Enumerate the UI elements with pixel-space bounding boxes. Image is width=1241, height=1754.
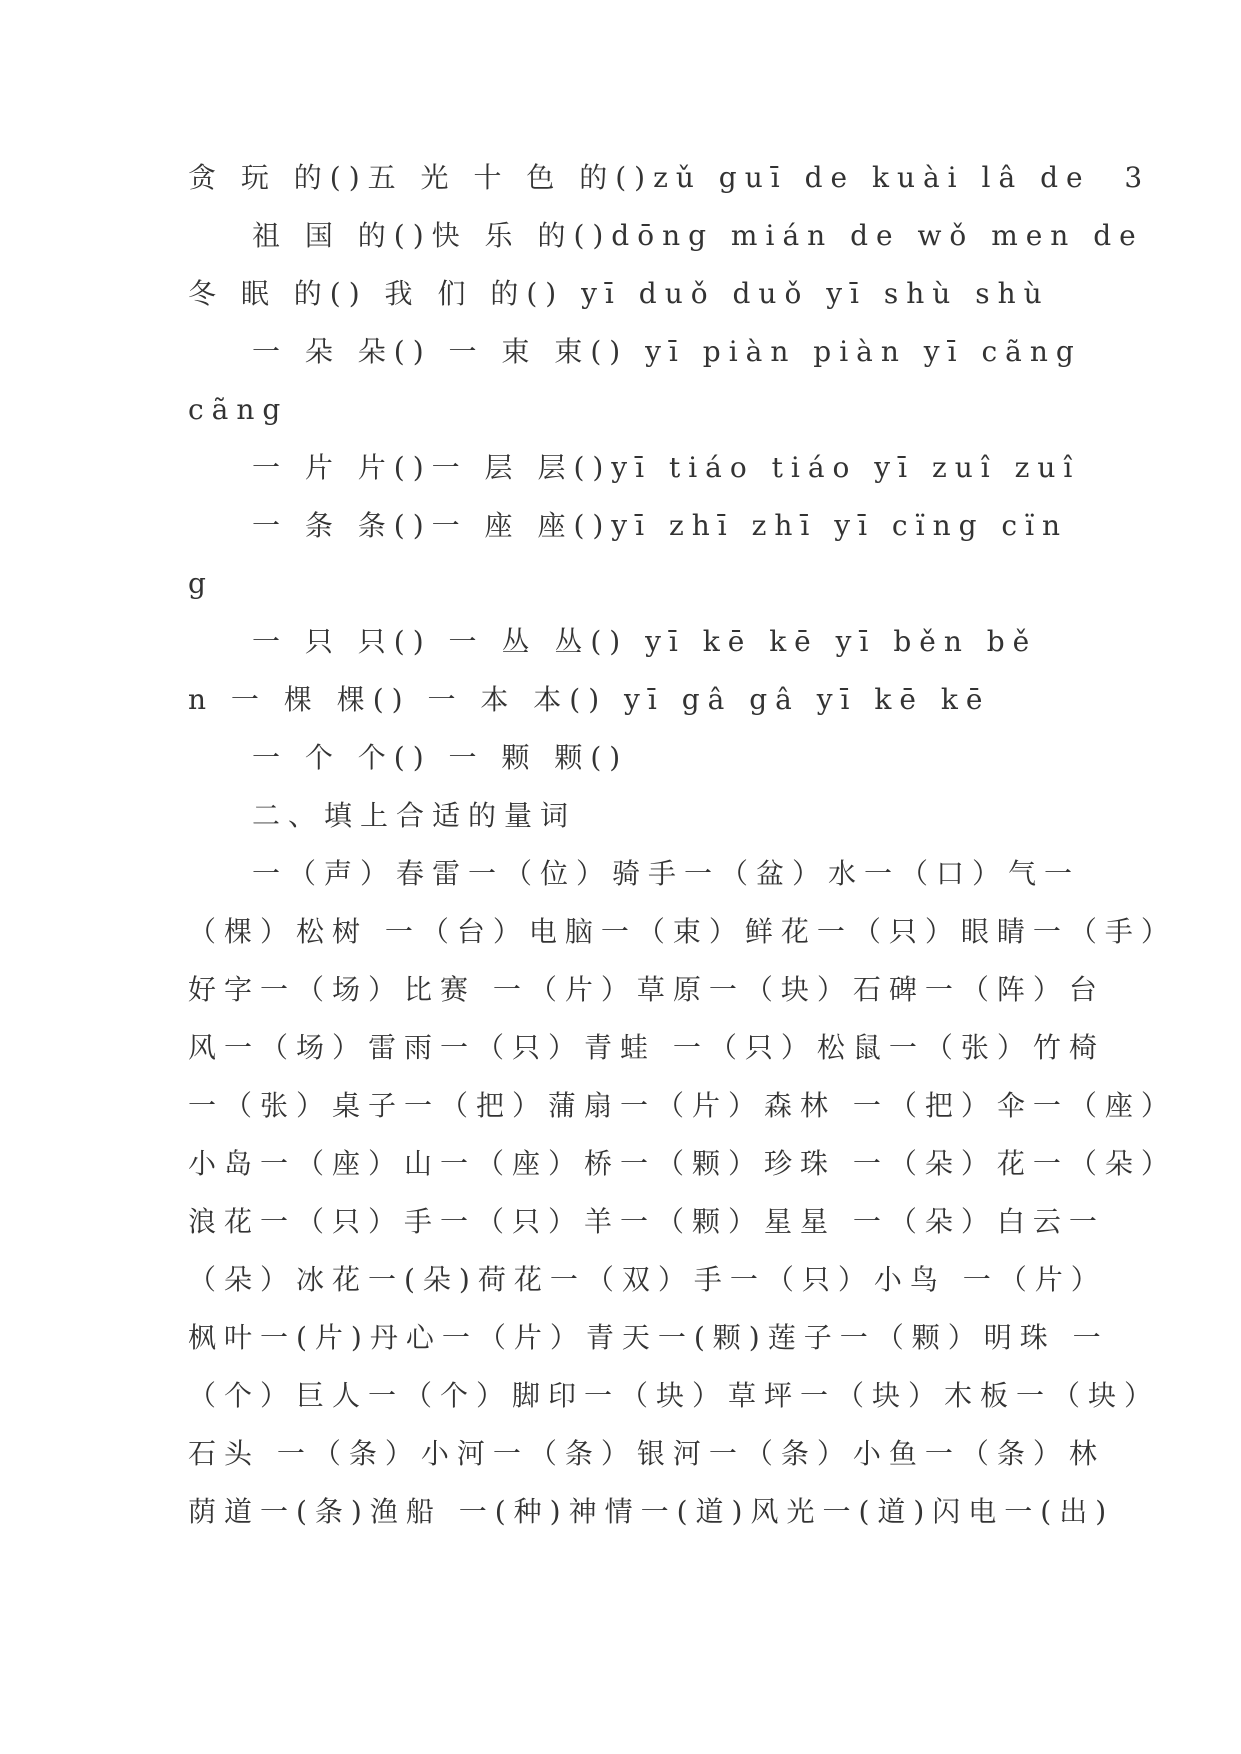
section-heading: 二、填上合适的量词: [252, 799, 577, 832]
text-line: 一（张）桌子一（把）蒲扇一（片）森林 一（把）伞一（座）: [188, 1089, 1177, 1122]
text-line: 一 条 条()一 座 座()yī zhī zhī yī cïng cïn: [252, 509, 1069, 542]
text-line: （朵）冰花一(朵)荷花一（双）手一（只）小鸟 一（片）: [188, 1263, 1107, 1296]
text-line: 一 片 片()一 层 层()yī tiáo tiáo yī zuî zuî: [252, 451, 1081, 484]
text-line: 冬 眠 的() 我 们 的() yī duǒ duǒ yī shù shù: [188, 277, 1050, 310]
text-line: 浪花一（只）手一（只）羊一（颗）星星 一（朵）白云一: [188, 1205, 1105, 1238]
text-line: 好字一（场）比赛 一（片）草原一（块）石碑一（阵）台: [188, 973, 1105, 1006]
text-line: g: [188, 567, 214, 600]
text-line: 枫叶一(片)丹心一（片）青天一(颗)莲子一（颗）明珠 一: [188, 1321, 1109, 1354]
text-line: n 一 棵 棵() 一 本 本() yī gâ gâ yī kē kē: [188, 683, 991, 716]
text-line: 贪 玩 的()五 光 十 色 的()zǔ guī de kuài lâ de 3: [188, 161, 1151, 194]
text-line: 祖 国 的()快 乐 的()dōng mián de wǒ men de: [252, 219, 1144, 252]
text-line: 一 朵 朵() 一 束 束() yī piàn piàn yī cãng: [252, 335, 1082, 368]
text-line: 一 个 个() 一 颗 颗(): [252, 741, 629, 774]
text-line: （个）巨人一（个）脚印一（块）草坪一（块）木板一（块）: [188, 1379, 1161, 1412]
text-line: cãng: [188, 393, 289, 426]
text-line: 一（声）春雷一（位）骑手一（盆）水一（口）气一: [252, 857, 1081, 890]
text-line: 石头 一（条）小河一（条）银河一（条）小鱼一（条）林: [188, 1437, 1105, 1470]
text-line: （棵）松树 一（台）电脑一（束）鲜花一（只）眼睛一（手）: [188, 915, 1177, 948]
text-line: 小岛一（座）山一（座）桥一（颗）珍珠 一（朵）花一（朵）: [188, 1147, 1177, 1180]
text-line: 一 只 只() 一 丛 丛() yī kē kē yī běn bě: [252, 625, 1038, 658]
text-line: 风一（场）雷雨一（只）青蛙 一（只）松鼠一（张）竹椅: [188, 1031, 1105, 1064]
text-line: 荫道一(条)渔船 一(种)神情一(道)风光一(道)闪电一(出): [188, 1495, 1115, 1528]
